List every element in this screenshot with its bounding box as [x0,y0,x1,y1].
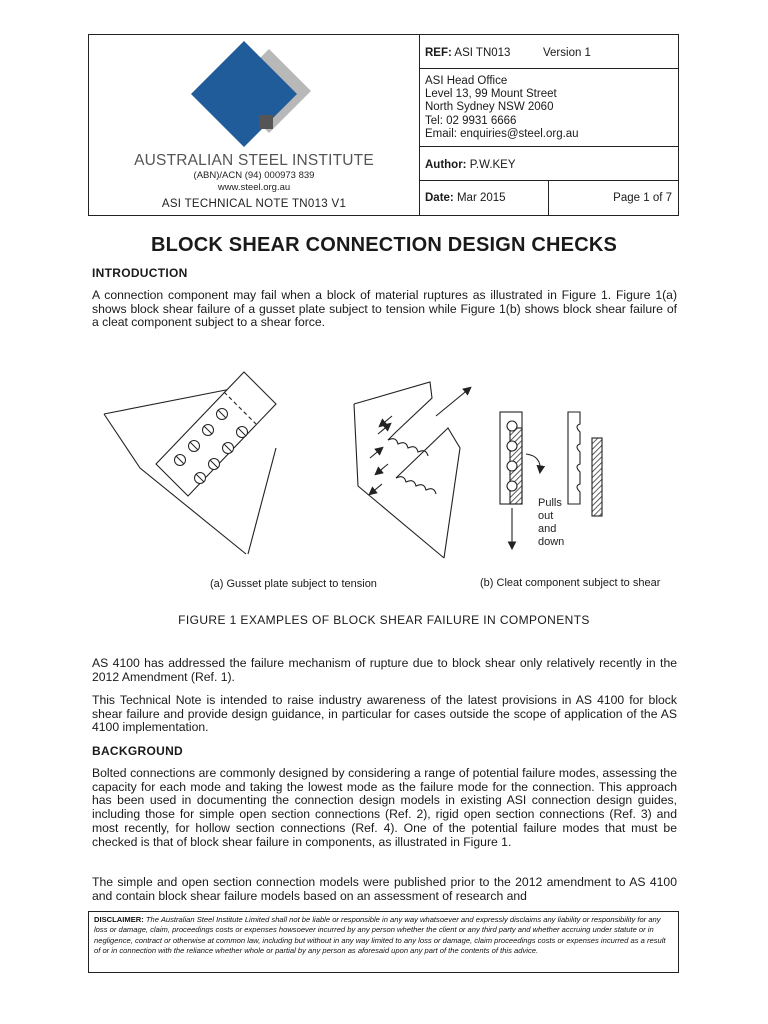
org-website: www.steel.org.au [217,182,291,193]
address-line: Level 13, 99 Mount Street [425,88,557,101]
disclaimer-label: DISCLAIMER: [94,915,144,924]
author-label: Author: [425,159,467,171]
annotation-line: and [538,523,557,535]
figure-caption-a: (a) Gusset plate subject to tension [210,578,377,590]
pull-annotation [538,497,564,548]
gusset-plate-ruptured [354,382,470,558]
ref-label: REF: [425,47,452,59]
disclaimer-text: The Australian Steel Institute Limited shall not be liable or responsible in any way whatsoever and expressly disclaims any liability or responsibility for any loss or damage, claim, proceedings costs or expenses howsoever incurred by any person whether the client or any third party and whether accruing under statute or in negligence, contract or otherwise at common law, including but without in any way limited to any loss or damage, claim proceedings costs or expenses incurred as a result of or in connection with the reliance whether whole or partial by any person as aforesaid upon any part of the contents of this advice. [94,915,666,955]
figure-title: FIGURE 1 EXAMPLES OF BLOCK SHEAR FAILURE IN COMPONENTS [178,613,590,627]
document-header [88,34,679,216]
logo-panel [89,35,420,215]
cleat-component-b1 [500,412,540,548]
author-value: P.W.KEY [469,159,516,171]
doc-info-panel [419,35,678,215]
page-number: Page 1 of 7 [613,192,672,204]
ref-value: ASI TN013 [454,47,511,59]
address-line: ASI Head Office [425,75,508,87]
background-heading: BACKGROUND [92,744,183,758]
date-label: Date: [425,192,454,204]
date-value: Mar 2015 [456,192,506,204]
address-line: North Sydney NSW 2060 [425,101,554,114]
annotation-line: down [538,536,565,548]
intro-heading: INTRODUCTION [92,266,188,280]
annotation-line: out [538,510,554,522]
date-cell [419,180,678,215]
org-name: AUSTRALIAN STEEL INSTITUTE [134,152,374,169]
org-abn: (ABN)/ACN (94) 000973 839 [193,170,315,181]
logo-blue-diamond [191,41,297,147]
disclaimer-box [88,911,679,973]
paragraph: The simple and open section connection models were published prior to the 2012 amendment to AS 4100 and contain block shear failure models based on an assessment of research and [92,875,677,903]
logo-small-square [259,115,273,129]
cleat-component-b2 [568,412,602,516]
gusset-plate-a [104,372,276,554]
address-line: Tel: 02 9931 6666 [425,114,517,127]
intro-paragraph: A connection component may fail when a block of material ruptures as illustrated in Figure 1. Figure 1(a) shows block shear failure of a gusset plate subject to tension while Figure 1(b) shows block shear failure of a cleat component subject to a shear force. [92,288,677,330]
figure-1 [96,368,676,568]
asi-logo [139,41,369,149]
paragraph: This Technical Note is intended to raise industry awareness of the latest provisions in AS 4100 for block shear failure and provide design guidance, in particular for cases outside the scope of application of the AS 4100 implementation. [92,693,677,735]
address-lines [425,75,579,141]
paragraph: AS 4100 has addressed the failure mechanism of rupture due to block shear only relatively recently in the 2012 Amendment (Ref. 1). [92,656,677,684]
paragraph: Bolted connections are commonly designed by considering a range of potential failure modes, assessing the capacity for each mode and taking the lowest mode as the failure mode for the connection. This approach has been used in documenting the connection design models in existing ASI connection design guides, including those for simple open section connections (Ref. 2), rigid open section connections (Ref. 3) and most recently, for hollow section connections (Ref. 4). One of the potential failure modes that must be checked is that of block shear failure in components, as illustrated in Figure 1. [92,766,677,849]
annotation-line: Pulls [538,497,562,509]
author-cell [419,146,678,181]
address-line: Email: enquiries@steel.org.au [425,127,579,140]
document-title: BLOCK SHEAR CONNECTION DESIGN CHECKS [150,234,618,256]
tech-note-id: ASI TECHNICAL NOTE TN013 V1 [161,198,347,210]
figure-caption-b: (b) Cleat component subject to shear [480,577,661,589]
date-divider [548,180,549,215]
version: Version 1 [543,47,591,59]
ref-cell [419,35,678,69]
